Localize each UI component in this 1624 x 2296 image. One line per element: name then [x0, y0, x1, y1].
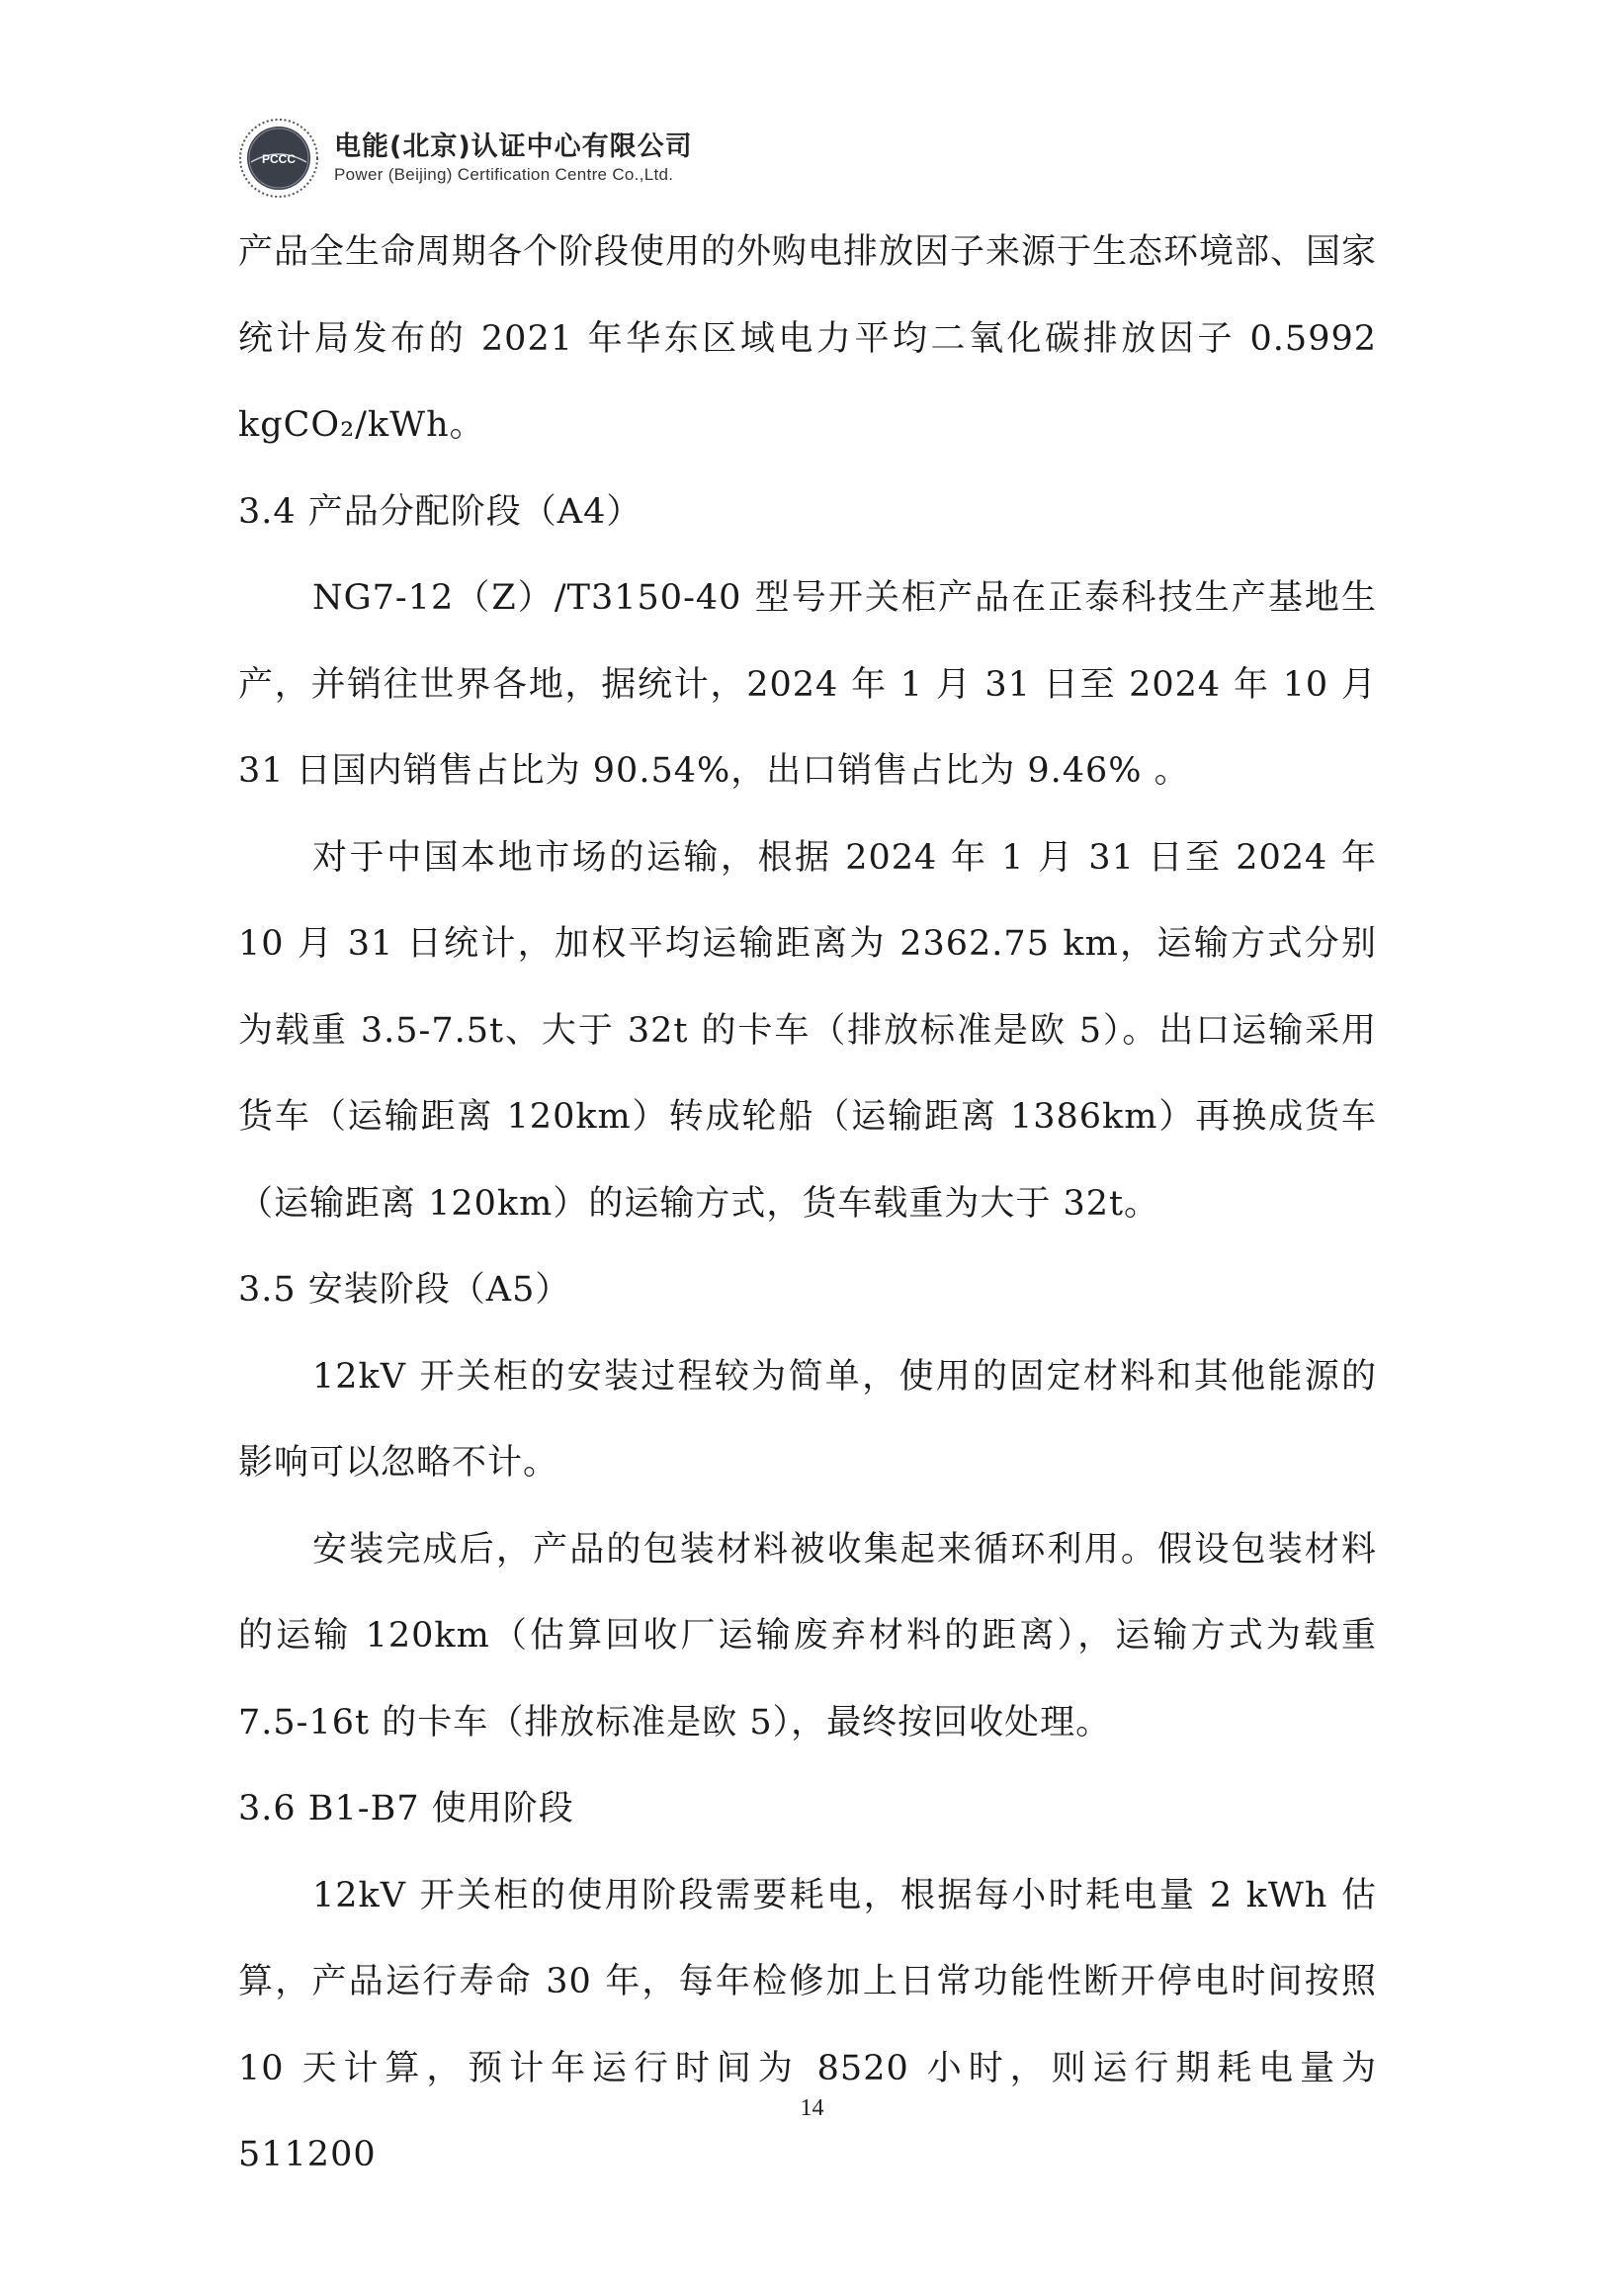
page-number: 14: [800, 2095, 824, 2121]
paragraph-installation: 12kV 开关柜的安装过程较为简单，使用的固定材料和其他能源的影响可以忽略不计。: [238, 1356, 1377, 1483]
paragraph-use-stage: 12kV 开关柜的使用阶段需要耗电，根据每小时耗电量 2 kWh 估算，产品运行寿命 30 年，每年检修加上日常功能性断开停电时间按照 10 天计算，预计年运行时间为 8520 小时，则运行期耗电量为 511200: [238, 1875, 1377, 2174]
section-heading-3-5: 3.5 安装阶段（A5）: [238, 1270, 571, 1310]
paragraph-packaging: 安装完成后，产品的包装材料被收集起来循环利用。假设包装材料的运输 120km（估算回收厂运输废弃材料的距离），运输方式为载重 7.5-16t 的卡车（排放标准是欧 5），最终按回收处理。: [238, 1529, 1377, 1743]
pccc-logo-icon: [237, 117, 320, 200]
company-name-block: [334, 130, 693, 186]
paragraph-emission-factor: 产品全生命周期各个阶段使用的外购电排放因子来源于生态环境部、国家统计局发布的 2021 年华东区域电力平均二氧化碳排放因子 0.5992 kgCO₂/kWh。: [238, 232, 1378, 445]
company-name-cn: 电能(北京)认证中心有限公司: [334, 131, 693, 162]
section-heading-3-4: 3.4 产品分配阶段（A4）: [238, 491, 642, 532]
company-name-en: Power (Beijing) Certification Centre Co.,Ltd.: [334, 165, 674, 184]
document-body: [238, 210, 1377, 2199]
document-header: [237, 111, 693, 206]
paragraph-transport: 对于中国本地市场的运输，根据 2024 年 1 月 31 日至 2024 年 10 月 31 日统计，加权平均运输距离为 2362.75 km，运输方式分别为载重 3.5-7.5t、大于 32t 的卡车（排放标准是欧 5）。出口运输采用货车（运输距离 120km）转成轮船（运输距离 1386km）再换成货车（运输距离 120km）的运输方式，货车载重为大于 32t。: [238, 837, 1377, 1224]
paragraph-sales-distribution: NG7-12（Z）/T3150-40 型号开关柜产品在正泰科技生产基地生产，并销往世界各地，据统计，2024 年 1 月 31 日至 2024 年 10 月 31 日国内销售占比为 90.54%，出口销售占比为 9.46% 。: [238, 578, 1377, 791]
company-logo: [237, 117, 320, 200]
section-heading-3-6: 3.6 B1-B7 使用阶段: [238, 1789, 574, 1828]
logo-text: PCCC: [261, 152, 297, 166]
